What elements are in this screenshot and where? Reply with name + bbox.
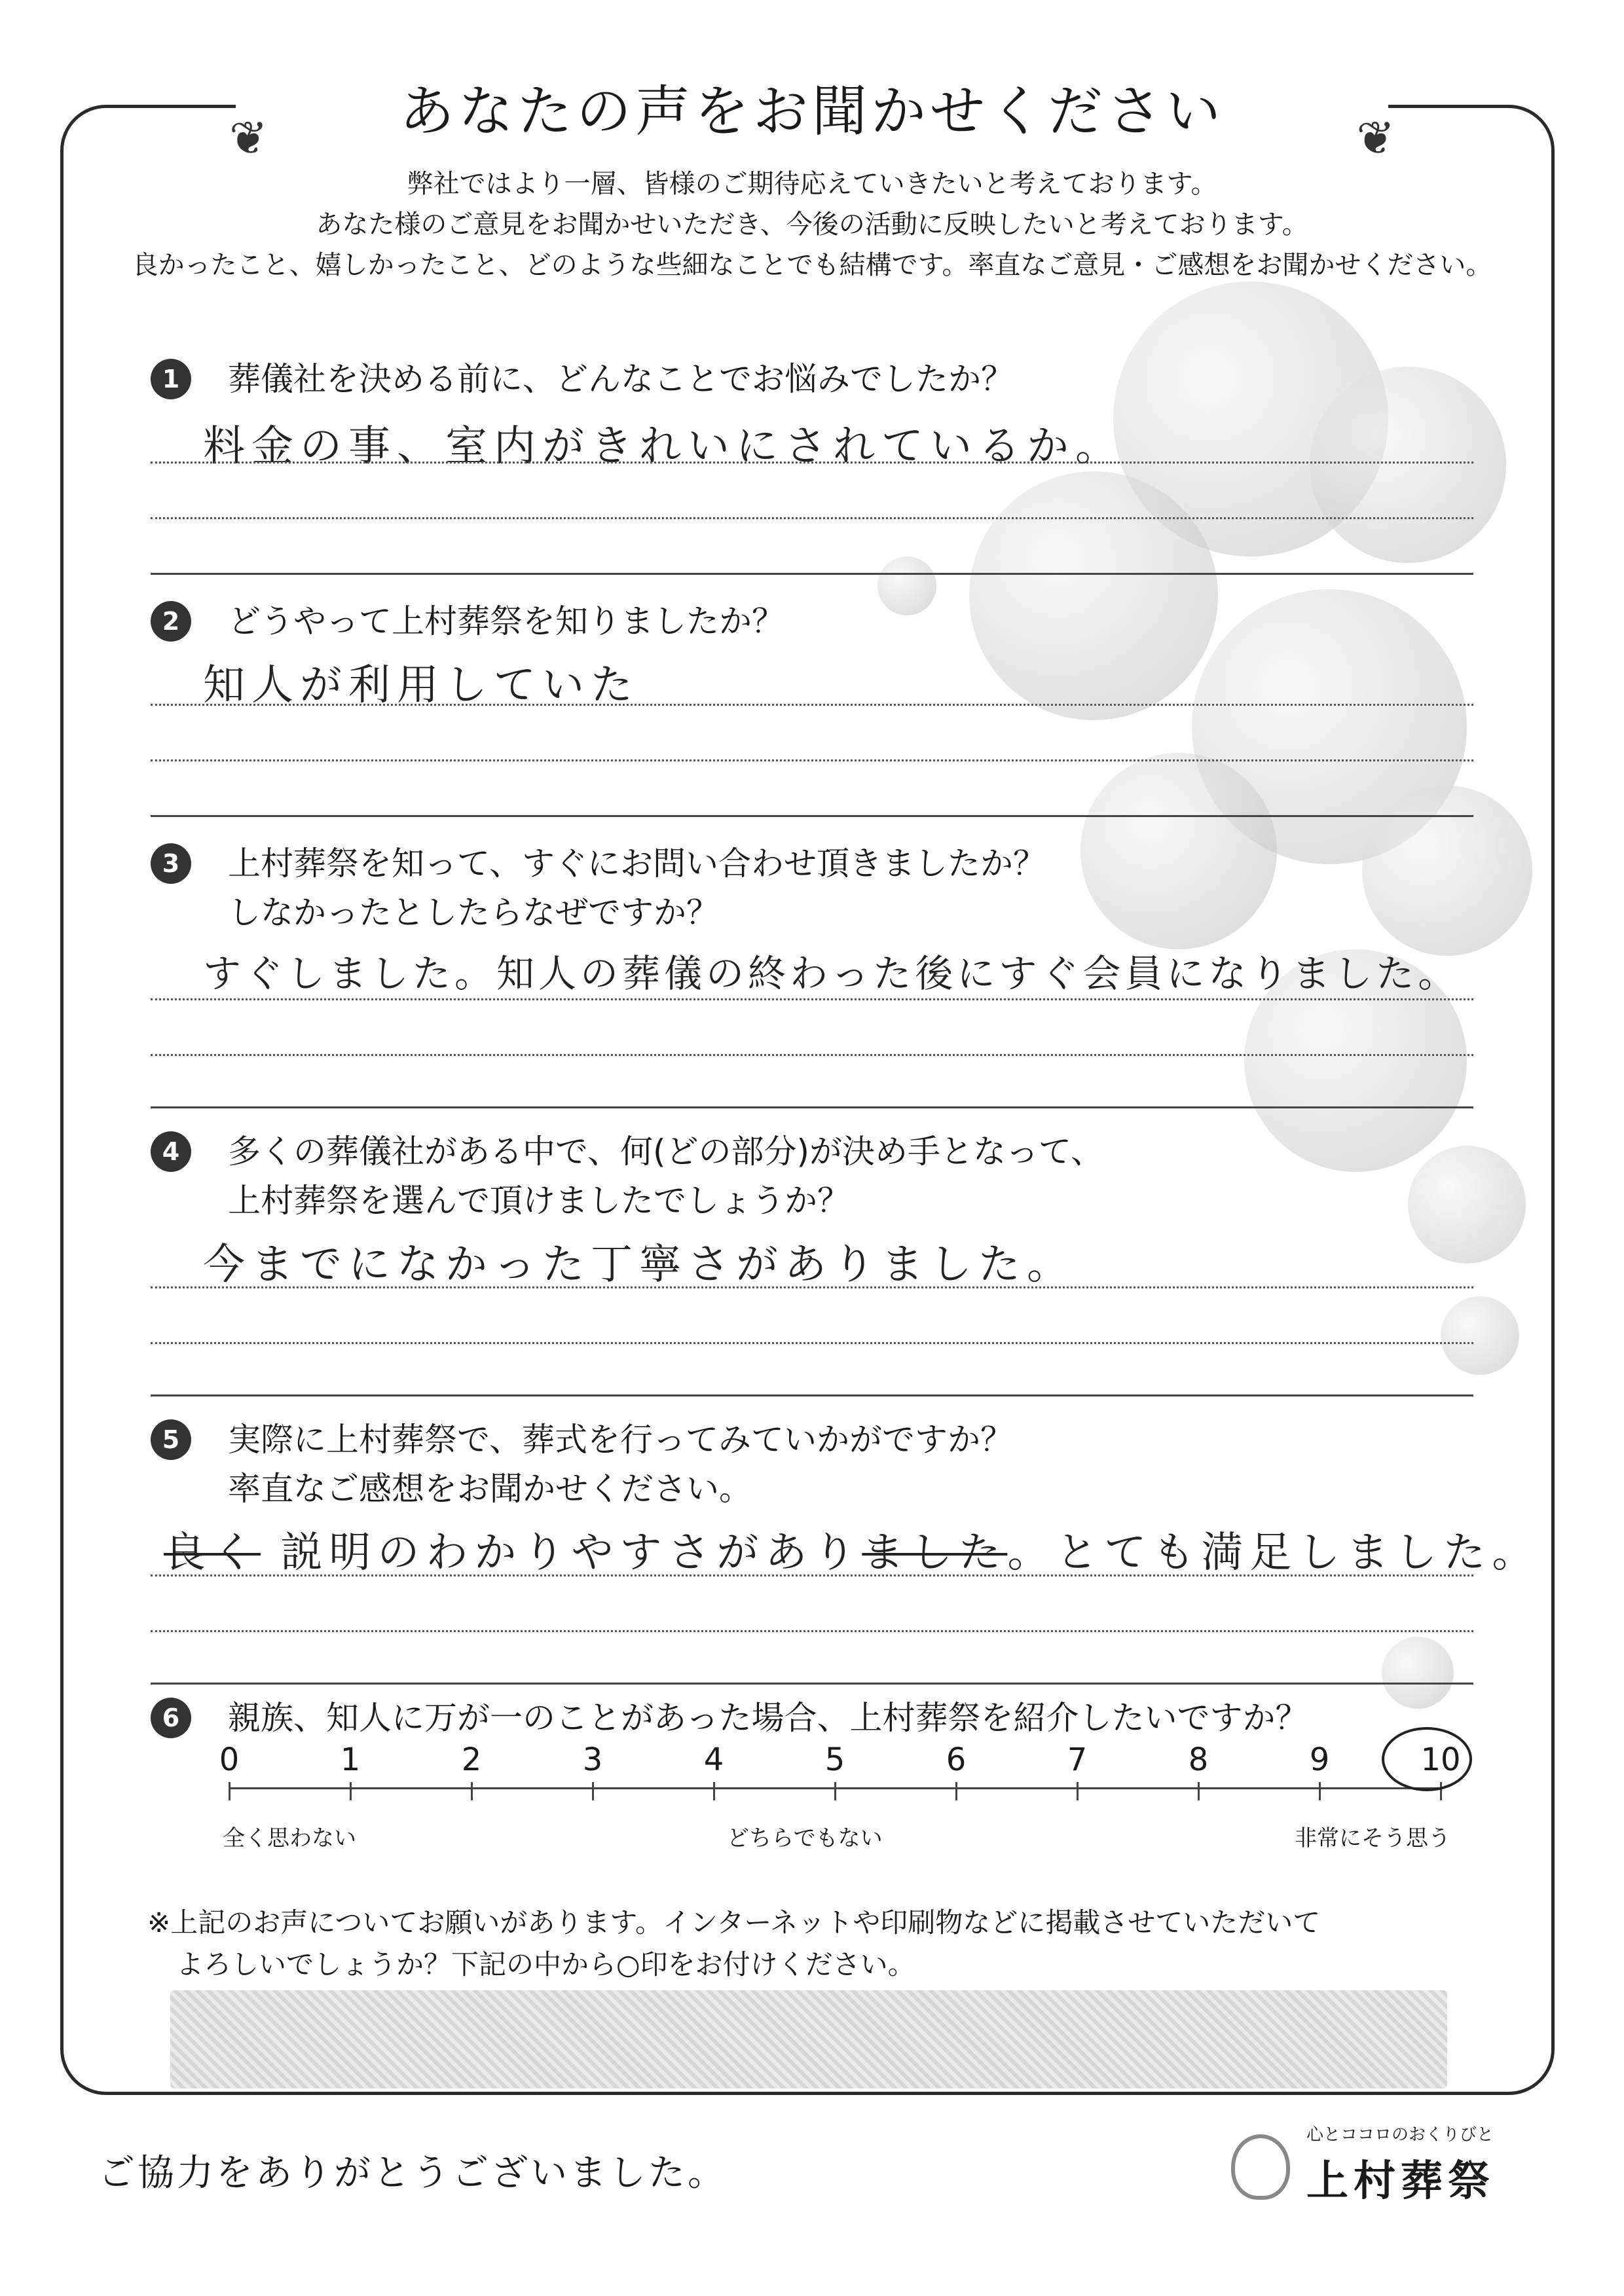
scale-number: 2 — [461, 1741, 482, 1778]
answer-line — [151, 1286, 1473, 1288]
thank-you-message: ご協力をありがとうございました。 — [98, 2152, 727, 2195]
scale-label-mid: どちらでもない — [727, 1825, 883, 1851]
heart-logo-icon — [1231, 2134, 1290, 2200]
flourish-left-icon: ❦ — [229, 111, 268, 165]
answer-line — [151, 998, 1473, 1000]
section-divider — [151, 1106, 1473, 1108]
scale-number: 7 — [1067, 1741, 1088, 1778]
flourish-right-icon: ❦ — [1356, 111, 1395, 165]
section-divider — [151, 1394, 1473, 1396]
scale-tick — [1198, 1782, 1200, 1800]
scale-option-7[interactable] — [1051, 1741, 1103, 1800]
scale-option-6[interactable] — [930, 1741, 982, 1800]
scale-tick — [1319, 1782, 1321, 1800]
answer-line — [151, 1054, 1473, 1056]
redacted-area — [170, 1990, 1447, 2088]
scale-tick — [592, 1782, 594, 1800]
answer-line — [151, 462, 1473, 464]
scale-label-high: 非常にそう思う — [1295, 1825, 1450, 1851]
scale-option-5[interactable] — [809, 1741, 861, 1800]
question-number: 3 — [151, 843, 191, 884]
scale-tick — [713, 1782, 715, 1800]
answer-text[interactable] — [164, 1519, 1540, 1579]
answer-text[interactable]: 料金の事、室内がきれいにされているか。 — [203, 422, 1124, 471]
question-number: 4 — [151, 1131, 191, 1172]
scale-tick — [834, 1782, 836, 1800]
scale-number: 6 — [946, 1741, 967, 1778]
question-text: しなかったとしたらなぜですか？ — [228, 894, 719, 932]
question-text: 率直なご感想をお聞かせください。 — [228, 1470, 752, 1508]
scale-number: 3 — [582, 1741, 603, 1778]
question-text: 親族、知人に万が一のことがあった場合、上村葬祭を紹介したいですか？ — [228, 1699, 1308, 1737]
scale-option-1[interactable] — [324, 1741, 377, 1800]
scale-option-2[interactable] — [445, 1741, 498, 1800]
intro-text: 弊社ではより一層、皆様のご期待応えていきたいと考えております。 あなた様のご意見をお聞かせいただき、今後の活動に反映したいと考えております。 良かったこと、嬉しかったこと、どのような些細なことでも結構です。率直なご意見・ご感想をお聞かせください。 — [132, 169, 1492, 280]
answer-line — [151, 1342, 1473, 1344]
scale-option-0[interactable] — [203, 1741, 255, 1800]
question-text: 上村葬祭を知って、すぐにお問い合わせ頂きましたか？ — [228, 845, 1046, 883]
scale-option-9[interactable] — [1293, 1741, 1346, 1800]
question-number: 6 — [151, 1698, 191, 1738]
scale-label-low: 全く思わない — [223, 1825, 356, 1851]
question-text: 実際に上村葬祭で、葬式を行ってみていかがですか？ — [228, 1421, 1013, 1459]
answer-tail-text: 。とても満足しました。 — [1007, 1529, 1541, 1577]
scale-option-3[interactable] — [566, 1741, 619, 1800]
scale-number: 0 — [219, 1741, 240, 1778]
answer-struck-text: 良く — [164, 1529, 261, 1577]
rating-scale — [219, 1741, 1461, 1859]
scale-tick — [1077, 1782, 1079, 1800]
answer-text[interactable]: すぐしました。知人の葬儀の終わった後にすぐ会員になりました。 — [203, 951, 1460, 996]
question-text: 上村葬祭を選んで頂けましたでしょうか？ — [228, 1182, 850, 1220]
section-divider — [151, 1683, 1473, 1685]
company-logo — [1231, 2121, 1545, 2206]
scale-tick — [955, 1782, 957, 1800]
page-title: あなたの声をお聞かせください — [399, 79, 1225, 143]
logo-tagline: 心とココロのおくりびと — [1306, 2125, 1494, 2145]
scale-tick — [229, 1782, 231, 1800]
scale-number: 9 — [1309, 1741, 1330, 1778]
scale-option-10[interactable] — [1414, 1741, 1467, 1800]
scale-tick — [350, 1782, 352, 1800]
answer-line — [151, 517, 1473, 519]
answer-line — [151, 704, 1473, 706]
logo-name: 上村葬祭 — [1306, 2157, 1495, 2206]
answer-line — [151, 759, 1473, 761]
question-text: 葬儀社を決める前に、どんなことでお悩みでしたか？ — [228, 360, 1014, 398]
scale-option-8[interactable] — [1172, 1741, 1225, 1800]
section-divider — [151, 815, 1473, 817]
question-text: どうやって上村葬祭を知りましたか？ — [228, 602, 784, 640]
question-number: 1 — [151, 359, 191, 399]
section-divider — [151, 573, 1473, 575]
question-number: 2 — [151, 601, 191, 642]
answer-text[interactable]: 今までになかった丁寧さがありました。 — [203, 1241, 1075, 1289]
selected-circle-mark — [1382, 1727, 1472, 1791]
answer-struck-text: ました — [862, 1529, 1008, 1577]
question-text: 多くの葬儀社がある中で、何(どの部分)が決め手となって、 — [228, 1133, 1104, 1171]
permission-note: ※上記のお声についてお願いがあります。インターネットや印刷物などに掲載させていただいて よろしいでしょうか？下記の中から○印をお付けください。 — [147, 1906, 1321, 1980]
title-banner — [229, 62, 1395, 165]
answer-text[interactable]: 知人が利用していた — [203, 661, 639, 710]
scale-number: 5 — [824, 1741, 845, 1778]
scale-option-4[interactable] — [688, 1741, 740, 1800]
answer-main-text: 説明のわかりやすさがあり — [280, 1529, 862, 1577]
scale-tick — [471, 1782, 473, 1800]
scale-number: 1 — [340, 1741, 361, 1778]
answer-line — [151, 1630, 1473, 1632]
answer-line — [151, 1575, 1473, 1576]
scale-number: 8 — [1188, 1741, 1209, 1778]
scale-number: 10 — [1420, 1741, 1461, 1778]
question-number: 5 — [151, 1419, 191, 1460]
scale-number: 4 — [703, 1741, 724, 1778]
